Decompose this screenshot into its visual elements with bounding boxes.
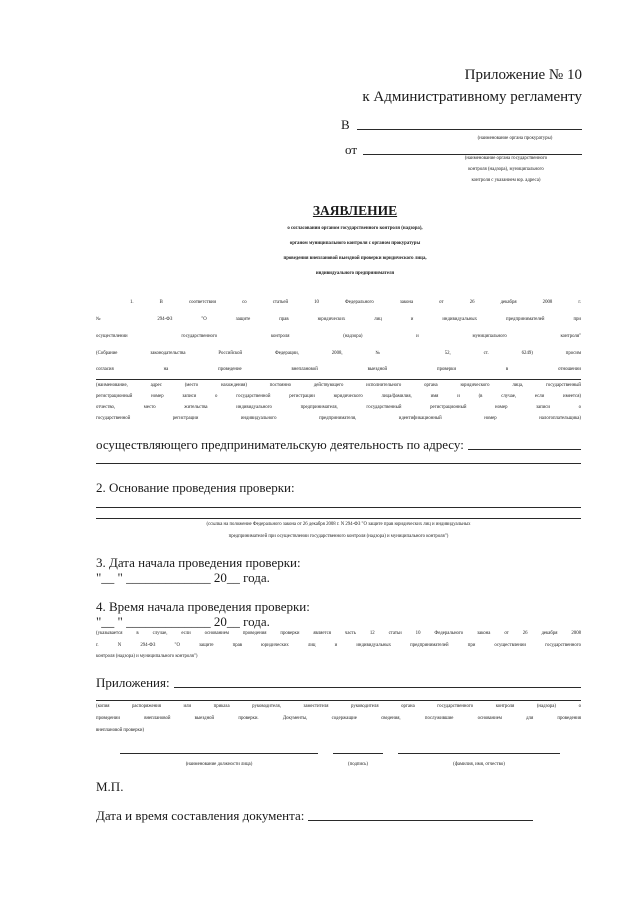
stamp-place-label: М.П.	[96, 779, 124, 794]
attachments-label: Приложения:	[96, 675, 170, 690]
business-address-field[interactable]	[468, 448, 581, 450]
document-subtitle-line: о согласовании органом государственного контроля (надзора),	[287, 226, 423, 231]
addressee-from-caption-line: контроля с указанием юр. адреса)	[471, 178, 541, 183]
inspection-basis-field-line2[interactable]	[96, 518, 581, 519]
section1-text-line: 1. В соответствии со статьей 10 Федерального закона от 26 декабря 2008 г.	[130, 300, 581, 305]
addressee-from-caption-line: (наименование органа государственного	[464, 156, 548, 161]
addressee-from-label: от	[345, 142, 358, 157]
inspected-entity-caption-line: отчество, место жительства индивидуального предпринимателя, государственный регистрационный номер записи о	[96, 405, 581, 410]
inspected-entity-caption-line: регистрационный номер записи о государственной регистрации юридического лица/фамилия, имя и (в случае, если имеется)	[96, 394, 581, 399]
addressee-to-field[interactable]	[357, 128, 582, 130]
section1-text-line: осуществлении государственного контроля (надзора) и муниципального контроля"	[96, 334, 581, 339]
addressee-to-row	[341, 117, 582, 133]
regulation-reference: к Административному регламенту	[362, 89, 582, 105]
document-subtitle-line: органом муниципального контроля с органом прокуратуры	[289, 241, 421, 246]
start-date-field[interactable]: "__ " _____________ 20__ года.	[96, 570, 270, 585]
start-date-label: 3. Дата начала проведения проверки:	[96, 555, 301, 570]
start-time-label: 4. Время начала проведения проверки:	[96, 599, 310, 614]
attachments-caption-line: проведении внеплановой выездной проверки. Документы, содержащие сведения, послужившие основанием для проведения	[96, 716, 581, 721]
inspected-entity-caption-line: (наименование, адрес (место нахождения) постоянно действующего исполнительного органа юридического лица, государственный	[96, 383, 581, 388]
business-address-field-line2[interactable]	[96, 463, 581, 464]
document-subtitle-line: проведения внеплановой выездной проверки юридического лица,	[283, 256, 427, 261]
official-position-field[interactable]	[120, 753, 318, 754]
start-time-caption-line: г. N 294-ФЗ "О защите прав юридических лиц и индивидуальных предпринимателей при осуществлении государственного	[96, 643, 581, 648]
attachments-caption-line: внеплановой проверки)	[96, 728, 145, 733]
inspection-basis-caption-line: предпринимателей при осуществлении государственного контроля (надзора) и муниципального контроля")	[228, 534, 449, 539]
business-address-label: осуществляющего предпринимательскую деятельность по адресу:	[96, 437, 464, 452]
start-time-caption-line: контроля (надзора) и муниципального контроля")	[96, 654, 198, 659]
document-title: ЗАЯВЛЕНИЕ	[312, 203, 398, 218]
document-datetime-label: Дата и время составления документа:	[96, 808, 305, 823]
inspection-basis-label: 2. Основание проведения проверки:	[96, 480, 295, 495]
signature-field[interactable]	[333, 753, 383, 754]
section1-text-line: № 294-ФЗ "О защите прав юридических лиц и индивидуальных предпринимателей при	[96, 317, 581, 322]
attachments-field[interactable]	[174, 686, 581, 688]
business-address-row	[96, 437, 581, 453]
addressee-to-label: В	[341, 117, 350, 132]
document-datetime-field[interactable]	[308, 819, 533, 821]
attachments-caption-line: (копия распоряжения или приказа руководителя, заместителя руководителя органа государственного контроля (надзора) о	[96, 704, 581, 709]
official-position-caption: (наименование должности лица)	[185, 762, 253, 767]
attachments-field-line2[interactable]	[96, 700, 581, 701]
full-name-field[interactable]	[398, 753, 560, 754]
appendix-number: Приложение № 10	[464, 67, 582, 83]
addressee-to-caption: (наименование органа прокуратуры)	[477, 136, 553, 141]
section1-text-line: (Собрание законодательства Российской Федерации, 2008, № 52, ст. 6249) просим	[96, 351, 581, 356]
addressee-from-caption-line: контроля (надзора), муниципального	[468, 167, 544, 172]
start-time-field[interactable]: "__ " _____________ 20__ года.	[96, 614, 270, 629]
inspected-entity-field[interactable]	[96, 379, 581, 380]
inspection-basis-field[interactable]	[96, 507, 581, 508]
section1-text-line: согласия на проведение внеплановой выездной проверки в отношении	[96, 367, 581, 372]
start-time-caption-line: (указывается в случае, если основанием проведения проверки является часть 12 статьи 10 Федерального закона от 26 декабря 2008	[96, 631, 581, 636]
document-datetime-row	[96, 808, 533, 824]
inspection-basis-caption-line: (ссылка на положение Федерального закона от 26 декабря 2008 г. N 294-ФЗ "О защите прав юридических лиц и индивидуальных	[206, 522, 471, 527]
inspected-entity-caption-line: государственной регистрации индивидуального предпринимателя, идентификационный номер налогоплательщика)	[96, 416, 581, 421]
attachments-row	[96, 675, 581, 691]
full-name-caption: (фамилия, имя, отчество)	[453, 762, 505, 767]
signature-caption: (подпись)	[348, 762, 368, 767]
document-subtitle-line: индивидуального предпринимателя	[315, 271, 395, 276]
